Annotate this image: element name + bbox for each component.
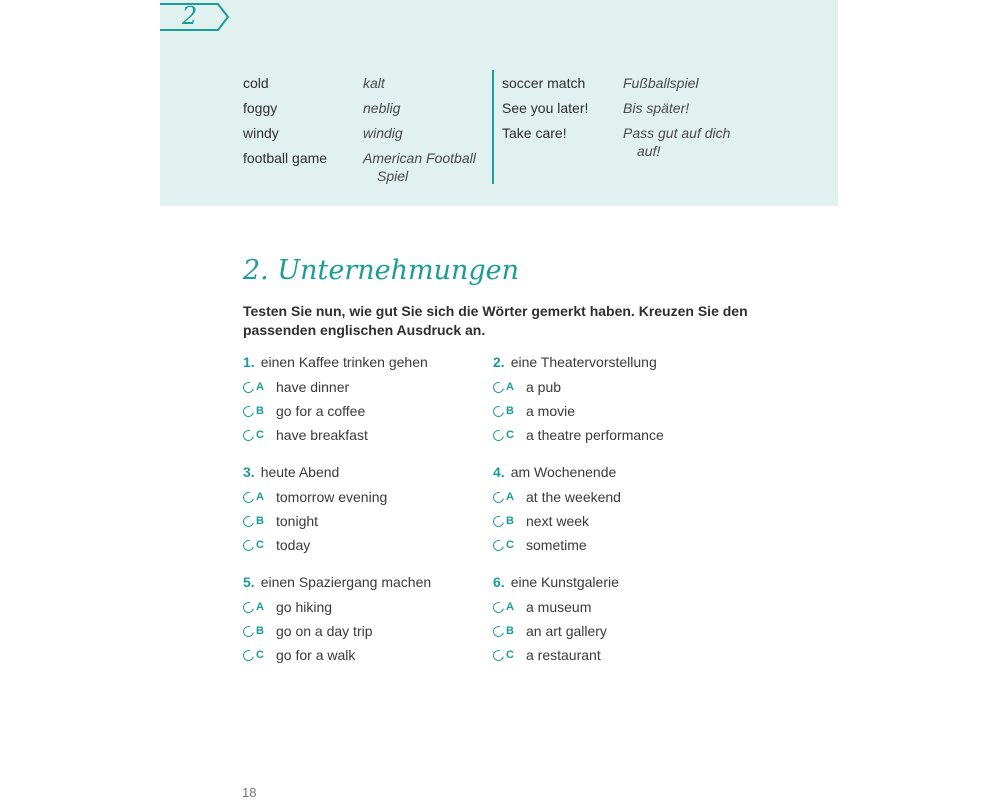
page-number: 18 xyxy=(242,785,257,800)
radio-circle-icon[interactable] xyxy=(241,513,256,528)
vocab-de: Fußballspiel xyxy=(623,75,699,91)
page xyxy=(160,0,838,800)
question-prompt: eine Kunstgalerie xyxy=(510,574,619,590)
option-text: today xyxy=(276,537,311,553)
question-number: 6. xyxy=(493,574,505,590)
vocab-de: Bis später! xyxy=(623,100,690,116)
option-b[interactable] xyxy=(243,619,493,643)
option-letter: B xyxy=(256,625,264,637)
vocab-de-line: American Football xyxy=(363,150,476,166)
vocab-de: kalt xyxy=(363,75,385,91)
vocab-en: cold xyxy=(243,75,269,91)
question-prompt: eine Theatervorstellung xyxy=(510,354,657,370)
option-text: a theatre performance xyxy=(526,427,664,443)
vocab-de xyxy=(623,124,730,160)
option-text: have dinner xyxy=(276,379,350,395)
option-a[interactable] xyxy=(493,485,743,509)
option-letter: C xyxy=(506,429,514,441)
option-text: tomorrow evening xyxy=(276,489,388,505)
question-4 xyxy=(493,463,743,557)
radio-circle-icon[interactable] xyxy=(491,427,506,442)
option-letter: A xyxy=(506,491,514,503)
option-text: go on a day trip xyxy=(276,623,373,639)
option-letter: A xyxy=(506,381,514,393)
radio-circle-icon[interactable] xyxy=(491,379,506,394)
option-c[interactable] xyxy=(493,423,743,447)
radio-circle-icon[interactable] xyxy=(491,513,506,528)
option-b[interactable] xyxy=(493,399,743,423)
option-text: next week xyxy=(526,513,590,529)
vocab-de: windig xyxy=(363,125,403,141)
question-header xyxy=(493,353,743,375)
vocab-en: football game xyxy=(243,150,328,166)
question-prompt: einen Spaziergang machen xyxy=(260,574,432,590)
question-number: 3. xyxy=(243,464,255,480)
option-letter: A xyxy=(256,381,264,393)
option-letter: C xyxy=(506,649,514,661)
option-letter: B xyxy=(506,625,514,637)
wave-edge xyxy=(160,190,838,210)
radio-circle-icon[interactable] xyxy=(241,647,256,662)
option-text: have breakfast xyxy=(276,427,368,443)
option-text: a pub xyxy=(526,379,562,395)
option-text: at the weekend xyxy=(526,489,621,505)
vocab-divider xyxy=(492,70,494,184)
vocab-de-continuation: auf! xyxy=(637,143,661,159)
option-text: tonight xyxy=(276,513,319,529)
question-header xyxy=(243,463,493,485)
question-number: 2. xyxy=(493,354,505,370)
radio-circle-icon[interactable] xyxy=(491,537,506,552)
option-letter: A xyxy=(256,491,264,503)
option-text: sometime xyxy=(526,537,587,553)
option-a[interactable] xyxy=(243,595,493,619)
radio-circle-icon[interactable] xyxy=(491,403,506,418)
vocab-en: foggy xyxy=(243,100,278,116)
chapter-number: 2 xyxy=(182,2,198,30)
instructions: Testen Sie nun, wie gut Sie sich die Wörter gemerkt haben. Kreuzen Sie den passenden englischen Ausdruck an. xyxy=(243,303,748,338)
question-header xyxy=(493,573,743,595)
option-letter: B xyxy=(256,515,264,527)
option-letter: A xyxy=(256,601,264,613)
question-header xyxy=(243,353,493,375)
option-text: an art gallery xyxy=(526,623,607,639)
question-3 xyxy=(243,463,493,557)
option-text: a movie xyxy=(526,403,576,419)
question-prompt: heute Abend xyxy=(260,464,340,480)
option-text: go hiking xyxy=(276,599,333,615)
option-letter: B xyxy=(506,515,514,527)
radio-circle-icon[interactable] xyxy=(241,623,256,638)
option-b[interactable] xyxy=(493,619,743,643)
option-c[interactable] xyxy=(243,643,493,667)
option-text: a restaurant xyxy=(526,647,601,663)
option-c[interactable] xyxy=(493,533,743,557)
option-b[interactable] xyxy=(493,509,743,533)
question-1 xyxy=(243,353,493,447)
option-letter: C xyxy=(256,649,264,661)
question-prompt: einen Kaffee trinken gehen xyxy=(260,354,428,370)
question-header xyxy=(243,573,493,595)
option-letter: B xyxy=(506,405,514,417)
radio-circle-icon[interactable] xyxy=(241,427,256,442)
vocabulary-box xyxy=(160,0,838,206)
radio-circle-icon[interactable] xyxy=(241,489,256,504)
section-title: 2. Unternehmungen xyxy=(243,255,520,286)
radio-circle-icon[interactable] xyxy=(241,599,256,614)
vocab-en: Take care! xyxy=(502,125,567,141)
option-a[interactable] xyxy=(243,375,493,399)
vocab-de-continuation: Spiel xyxy=(377,168,409,184)
option-letter: A xyxy=(506,601,514,613)
option-text: go for a walk xyxy=(276,647,356,663)
option-letter: C xyxy=(256,539,264,551)
vocab-de: neblig xyxy=(363,100,401,116)
question-6 xyxy=(493,573,743,667)
radio-circle-icon[interactable] xyxy=(491,489,506,504)
question-5 xyxy=(243,573,493,667)
radio-circle-icon[interactable] xyxy=(241,537,256,552)
option-b[interactable] xyxy=(243,399,493,423)
question-header xyxy=(493,463,743,485)
option-letter: C xyxy=(256,429,264,441)
option-a[interactable] xyxy=(243,485,493,509)
option-text: a museum xyxy=(526,599,592,615)
radio-circle-icon[interactable] xyxy=(241,379,256,394)
option-text: go for a coffee xyxy=(276,403,366,419)
vocab-en: soccer match xyxy=(502,75,586,91)
question-prompt: am Wochenende xyxy=(510,464,617,480)
vocab-de-line: Pass gut auf dich xyxy=(623,125,731,141)
option-letter: C xyxy=(506,539,514,551)
vocab-en: See you later! xyxy=(502,100,589,116)
question-number: 1. xyxy=(243,354,255,370)
option-a[interactable] xyxy=(493,375,743,399)
option-c[interactable] xyxy=(243,533,493,557)
question-number: 5. xyxy=(243,574,255,590)
option-c[interactable] xyxy=(243,423,493,447)
option-b[interactable] xyxy=(243,509,493,533)
option-letter: B xyxy=(256,405,264,417)
vocab-de xyxy=(363,149,476,185)
question-number: 4. xyxy=(493,464,505,480)
radio-circle-icon[interactable] xyxy=(491,647,506,662)
radio-circle-icon[interactable] xyxy=(241,403,256,418)
radio-circle-icon[interactable] xyxy=(491,623,506,638)
radio-circle-icon[interactable] xyxy=(491,599,506,614)
vocab-en: windy xyxy=(243,125,279,141)
option-c[interactable] xyxy=(493,643,743,667)
option-a[interactable] xyxy=(493,595,743,619)
question-2 xyxy=(493,353,743,447)
